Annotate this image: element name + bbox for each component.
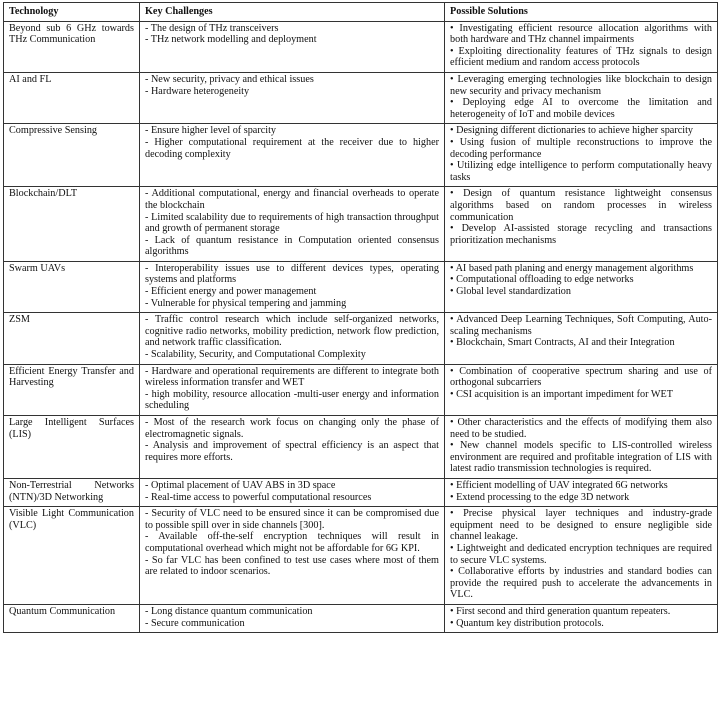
solution-item: • Extend processing to the edge 3D network — [450, 492, 712, 504]
challenge-item: - Analysis and improvement of spectral efficiency is an aspect that requires more efforts. — [145, 440, 439, 463]
technology-cell: Compressive Sensing — [4, 124, 140, 187]
table-row — [4, 187, 718, 262]
technology-cell: Beyond sub 6 GHz towards THz Communication — [4, 21, 140, 72]
solution-item: • Blockchain, Smart Contracts, AI and their Integration — [450, 337, 712, 349]
challenge-item: - high mobility, resource allocation -multi-user energy and information scheduling — [145, 389, 439, 412]
solution-item: • First second and third generation quantum repeaters. — [450, 606, 712, 618]
table-row — [4, 124, 718, 187]
challenges-cell — [140, 313, 445, 364]
solutions-cell — [445, 72, 718, 123]
table-row — [4, 478, 718, 506]
solutions-cell — [445, 416, 718, 479]
challenge-item: - Long distance quantum communication — [145, 606, 439, 618]
solutions-cell — [445, 478, 718, 506]
table-row — [4, 604, 718, 632]
challenges-cell — [140, 604, 445, 632]
solution-item: • CSI acquisition is an important impediment for WET — [450, 389, 712, 401]
header-possible-solutions: Possible Solutions — [445, 3, 718, 22]
challenge-item: - Hardware and operational requirements are different to integrate both wireless information transfer and WET — [145, 366, 439, 389]
solutions-cell — [445, 313, 718, 364]
challenge-item: - Available off-the-self encryption techniques will result in computational overhead which might not be affordable for 6G KPI. — [145, 531, 439, 554]
technology-cell: Visible Light Communication (VLC) — [4, 507, 140, 605]
solution-item: • AI based path planing and energy management algorithms — [450, 263, 712, 275]
challenges-cell — [140, 261, 445, 312]
solution-item: • Using fusion of multiple reconstructions to improve the decoding performance — [450, 137, 712, 160]
challenge-item: - Secure communication — [145, 618, 439, 630]
header-technology: Technology — [4, 3, 140, 22]
header-key-challenges: Key Challenges — [140, 3, 445, 22]
solution-item: • Efficient modelling of UAV integrated 6G networks — [450, 480, 712, 492]
solution-item: • Global level standardization — [450, 286, 712, 298]
table-row — [4, 364, 718, 415]
solutions-cell — [445, 187, 718, 262]
solutions-cell — [445, 604, 718, 632]
solution-item: • Combination of cooperative spectrum sharing and use of orthogonal subcarriers — [450, 366, 712, 389]
table-row — [4, 507, 718, 605]
technology-cell: AI and FL — [4, 72, 140, 123]
solutions-cell — [445, 21, 718, 72]
challenges-cell — [140, 507, 445, 605]
challenge-item: - Optimal placement of UAV ABS in 3D space — [145, 480, 439, 492]
challenges-cell — [140, 72, 445, 123]
technology-cell: Blockchain/DLT — [4, 187, 140, 262]
solution-item: • Deploying edge AI to overcome the limitation and heterogeneity of IoT and mobile devices — [450, 97, 712, 120]
solution-item: • Design of quantum resistance lightweight consensus algorithms based on random processes in wireless communication — [450, 188, 712, 223]
solution-item: • Lightweight and dedicated encryption techniques are required to secure VLC systems. — [450, 543, 712, 566]
challenge-item: - The design of THz transceivers — [145, 23, 439, 35]
solution-item: • Exploiting directionality features of THz signals to design efficient medium and random access protocols — [450, 46, 712, 69]
challenge-item: - THz network modelling and deployment — [145, 34, 439, 46]
challenge-item: - Limited scalability due to requirements of high transaction throughput and growth of permanent storage — [145, 212, 439, 235]
solutions-cell — [445, 124, 718, 187]
challenge-item: - Most of the research work focus on changing only the phase of electromagnetic signals. — [145, 417, 439, 440]
challenges-cell — [140, 187, 445, 262]
challenge-item: - New security, privacy and ethical issues — [145, 74, 439, 86]
solution-item: • Computational offloading to edge networks — [450, 274, 712, 286]
challenge-item: - Vulnerable for physical tempering and jamming — [145, 298, 439, 310]
challenge-item: - Lack of quantum resistance in Computation oriented consensus algorithms — [145, 235, 439, 258]
challenge-item: - Security of VLC need to be ensured since it can be compromised due to possible spill over in side channels [300]. — [145, 508, 439, 531]
challenge-item: - Traffic control research which include self-organized networks, cognitive radio networks, mobility prediction, network flow prediction, and network traffic classification. — [145, 314, 439, 349]
table-row — [4, 416, 718, 479]
challenge-item: - Higher computational requirement at the receiver due to higher decoding complexity — [145, 137, 439, 160]
challenge-item: - Interoperability issues use to different devices types, operating systems and platforms — [145, 263, 439, 286]
solution-item: • Investigating efficient resource allocation algorithms with both hardware and THz channel impairments — [450, 23, 712, 46]
solution-item: • Designing different dictionaries to achieve higher sparcity — [450, 125, 712, 137]
challenge-item: - Scalability, Security, and Computational Complexity — [145, 349, 439, 361]
challenge-item: - Ensure higher level of sparcity — [145, 125, 439, 137]
technology-cell: Non-Terrestrial Networks (NTN)/3D Networking — [4, 478, 140, 506]
solution-item: • Leveraging emerging technologies like blockchain to design new security and privacy mechanism — [450, 74, 712, 97]
challenge-item: - Real-time access to powerful computational resources — [145, 492, 439, 504]
challenges-cell — [140, 124, 445, 187]
challenges-solutions-table — [3, 2, 718, 633]
solution-item: • Precise physical layer techniques and industry-grade equipment need to be designed to ensure negligible side channel leakage. — [450, 508, 712, 543]
solution-item: • Advanced Deep Learning Techniques, Soft Computing, Auto-scaling mechanisms — [450, 314, 712, 337]
technology-cell: Large Intelligent Surfaces (LIS) — [4, 416, 140, 479]
solution-item: • Develop AI-assisted storage recycling and transactions prioritization mechanisms — [450, 223, 712, 246]
solution-item: • Quantum key distribution protocols. — [450, 618, 712, 630]
solution-item: • Utilizing edge intelligence to perform computationally heavy tasks — [450, 160, 712, 183]
solution-item: • Collaborative efforts by industries and standard bodies can provide the required push to accelerate the advancements in VLC. — [450, 566, 712, 601]
challenges-cell — [140, 364, 445, 415]
challenge-item: - Efficient energy and power management — [145, 286, 439, 298]
solutions-cell — [445, 364, 718, 415]
challenges-cell — [140, 21, 445, 72]
solution-item: • New channel models specific to LIS-controlled wireless environment are required and profitable integration of LIS with latest radio transmission technologies is required. — [450, 440, 712, 475]
technology-cell: Efficient Energy Transfer and Harvesting — [4, 364, 140, 415]
challenges-cell — [140, 416, 445, 479]
table-row — [4, 313, 718, 364]
solutions-cell — [445, 507, 718, 605]
challenge-item: - Hardware heterogeneity — [145, 86, 439, 98]
solutions-cell — [445, 261, 718, 312]
challenges-cell — [140, 478, 445, 506]
technology-cell: ZSM — [4, 313, 140, 364]
challenge-item: - Additional computational, energy and financial overheads to operate the blockchain — [145, 188, 439, 211]
table-row — [4, 261, 718, 312]
technology-cell: Quantum Communication — [4, 604, 140, 632]
table-row — [4, 72, 718, 123]
solution-item: • Other characteristics and the effects of modifying them also need to be studied. — [450, 417, 712, 440]
challenge-item: - So far VLC has been confined to test use cases where most of them are related to indoor scenarios. — [145, 555, 439, 578]
technology-cell: Swarm UAVs — [4, 261, 140, 312]
table-row — [4, 21, 718, 72]
header-row — [4, 3, 718, 22]
